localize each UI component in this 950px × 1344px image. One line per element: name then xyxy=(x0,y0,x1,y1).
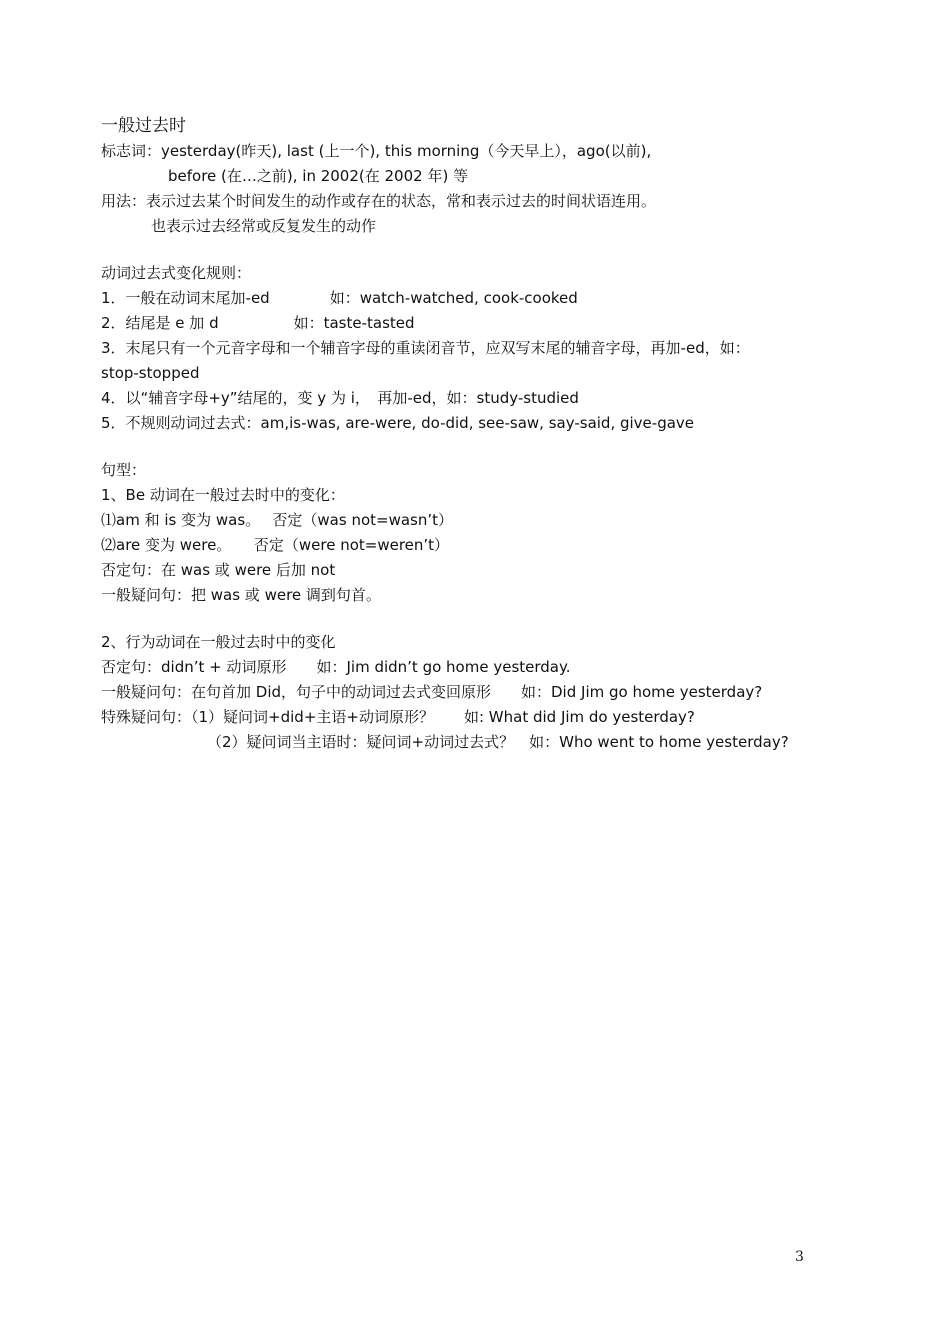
verb-section-item: 否定句：didn’t + 动词原形 如：Jim didn’t go home yesterday. xyxy=(101,658,571,676)
document-content xyxy=(101,113,861,755)
page-title: 一般过去时 xyxy=(101,116,186,136)
be-section-heading: 1、Be 动词在一般过去时中的变化： xyxy=(101,486,345,504)
rule-item: stop-stopped xyxy=(101,364,200,382)
rule-item: 1．一般在动词末尾加-ed 如：watch-watched, cook-cooked xyxy=(101,289,578,307)
rule-item: 4．以“辅音字母+y”结尾的，变 y 为 i， 再加-ed，如：study-studied xyxy=(101,389,579,407)
blank-line xyxy=(101,608,861,630)
rule-item: 2．结尾是 e 加 d 如：taste-tasted xyxy=(101,314,415,332)
verb-section-item: （2）疑问词当主语时：疑问词+动词过去式？ 如：Who went to home yesterday? xyxy=(207,733,789,751)
rules-heading: 动词过去式变化规则： xyxy=(101,264,252,282)
be-section-item: 否定句：在 was 或 were 后加 not xyxy=(101,561,336,579)
blank-line xyxy=(101,239,861,261)
sentence-patterns-heading: 句型： xyxy=(101,461,147,479)
rule-item: 5．不规则动词过去式：am,is-was, are-were, do-did, see-saw, say-said, give-gave xyxy=(101,414,695,432)
usage-line: 用法：表示过去某个时间发生的动作或存在的状态，常和表示过去的时间状语连用。 xyxy=(101,192,657,210)
signal-words-line: 标志词：yesterday(昨天), last (上一个), this morning（今天早上），ago(以前), xyxy=(101,142,652,160)
be-section-item: ⑵are 变为 were。 否定（were not=weren’t） xyxy=(101,536,450,554)
be-section-item: ⑴am 和 is 变为 was。 否定（was not=wasn’t） xyxy=(101,511,454,529)
blank-line xyxy=(101,436,861,458)
verb-section-item: 一般疑问句：在句首加 Did，句子中的动词过去式变回原形 如：Did Jim go home yesterday? xyxy=(101,683,763,701)
usage-line: 也表示过去经常或反复发生的动作 xyxy=(151,217,377,235)
signal-words-line: before (在…之前), in 2002(在 2002 年) 等 xyxy=(168,167,469,185)
verb-section-item: 特殊疑问句：（1）疑问词+did+主语+动词原形？ 如: What did Jim do yesterday? xyxy=(101,708,695,726)
verb-section-heading: 2、行为动词在一般过去时中的变化 xyxy=(101,633,336,651)
rule-item: 3．末尾只有一个元音字母和一个辅音字母的重读闭音节，应双写末尾的辅音字母，再加-ed，如： xyxy=(101,339,750,357)
be-section-item: 一般疑问句：把 was 或 were 调到句首。 xyxy=(101,586,381,604)
page-number: 3 xyxy=(795,1249,804,1265)
